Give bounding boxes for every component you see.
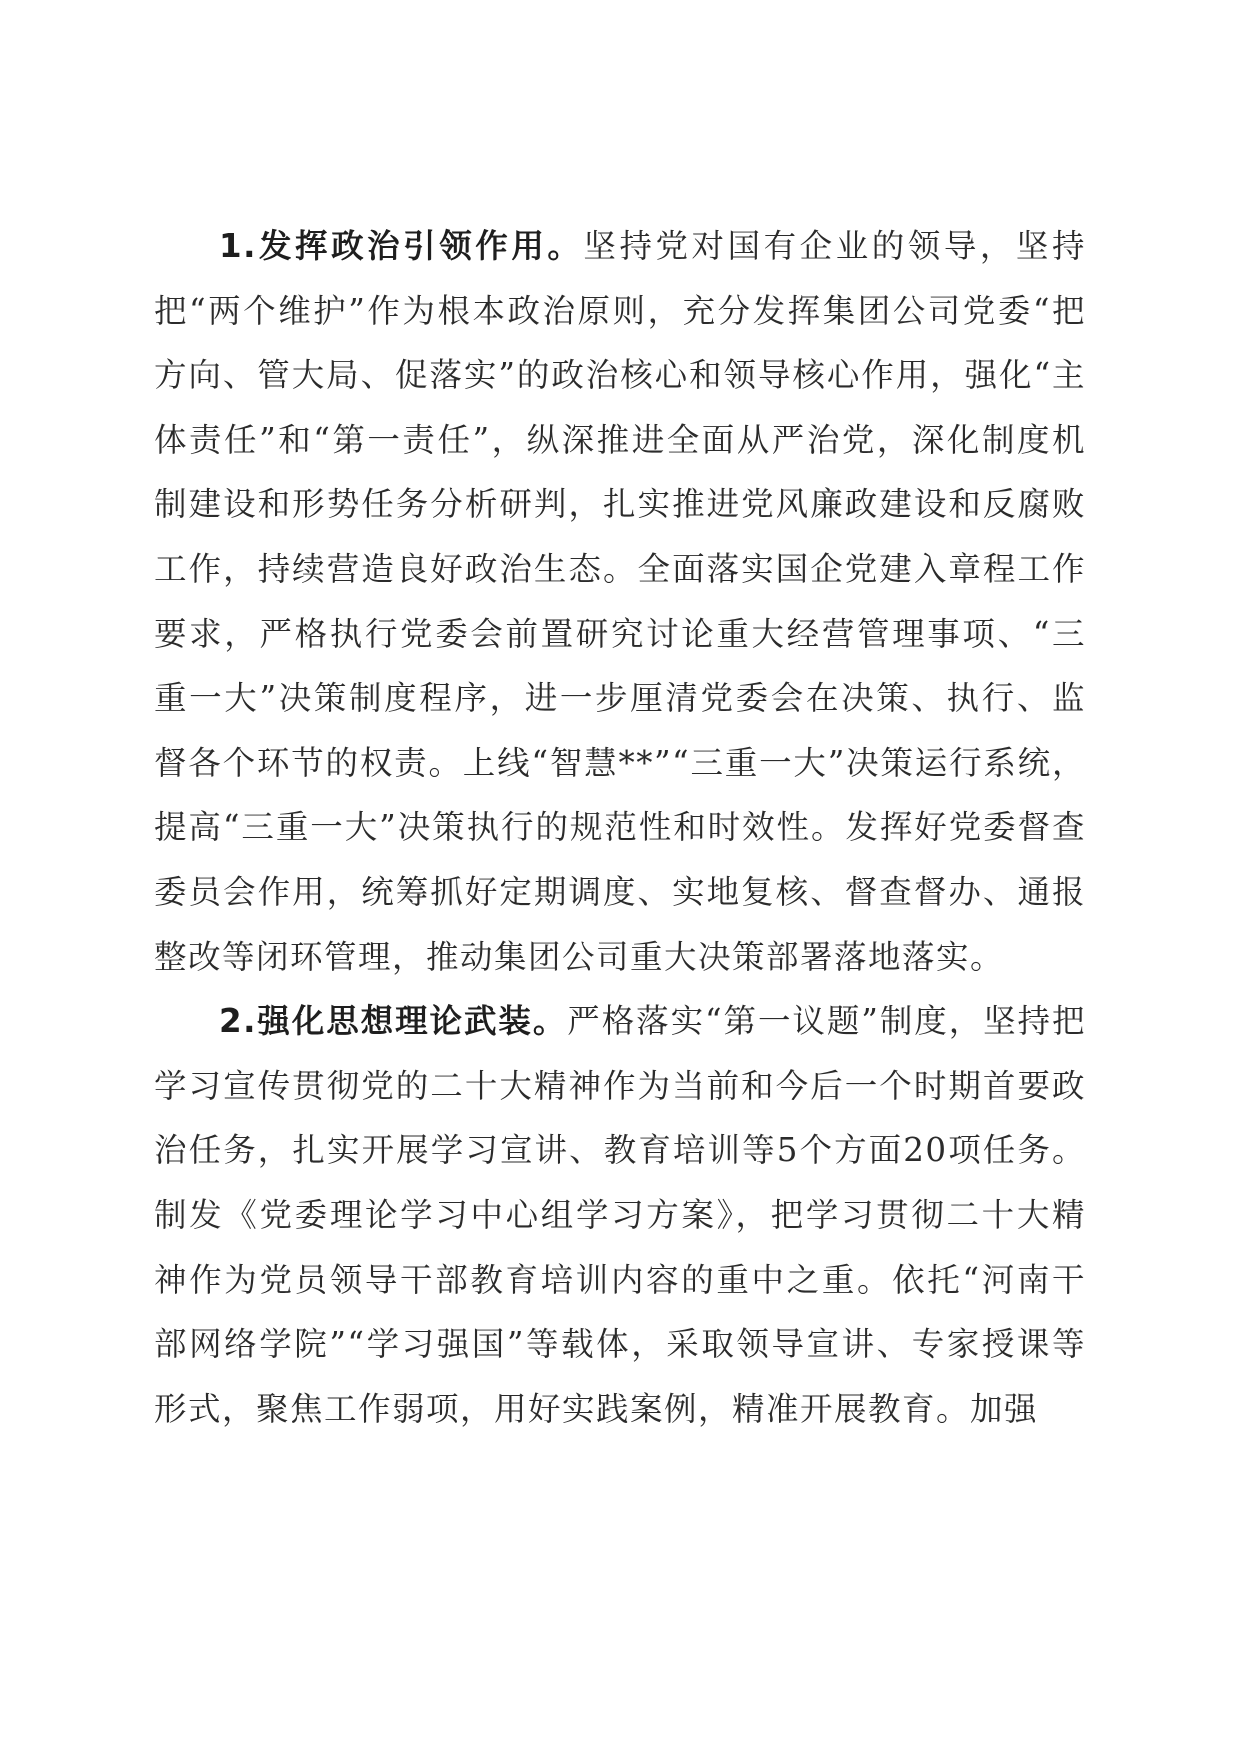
- paragraph-political-leadership: [154, 214, 1086, 989]
- paragraph-theoretical-armament: [154, 989, 1086, 1441]
- document-body: [154, 214, 1086, 1441]
- paragraph-heading: 1.发挥政治引领作用。: [219, 227, 584, 265]
- paragraph-heading: 2.强化思想理论武装。: [219, 1002, 568, 1041]
- paragraph-body: 严格落实“第一议题”制度，坚持把学习宣传贯彻党的二十大精神作为当前和今后一个时期首要政治任务，扎实开展学习宣讲、教育培训等5个方面20项任务。制发《党委理论学习中心组学习方案》，把学习贯彻二十大精神作为党员领导干部教育培训内容的重中之重。依托“河南干部网络学院”“学习强国”等载体，采取领导宣讲、专家授课等形式，聚焦工作弱项，用好实践案例，精准开展教育。加强: [154, 1002, 1086, 1428]
- paragraph-body: 坚持党对国有企业的领导，坚持把“两个维护”作为根本政治原则，充分发挥集团公司党委“把方向、管大局、促落实”的政治核心和领导核心作用，强化“主体责任”和“第一责任”，纵深推进全面从严治党，深化制度机制建设和形势任务分析研判，扎实推进党风廉政建设和反腐败工作，持续营造良好政治生态。全面落实国企党建入章程工作要求，严格执行党委会前置研究讨论重大经营管理事项、“三重一大”决策制度程序，进一步厘清党委会在决策、执行、监督各个环节的权责。上线“智慧**”“三重一大”决策运行系统，提高“三重一大”决策执行的规范性和时效性。发挥好党委督查委员会作用，统筹抓好定期调度、实地复核、督查督办、通报整改等闭环管理，推动集团公司重大决策部署落地落实。: [154, 227, 1086, 976]
